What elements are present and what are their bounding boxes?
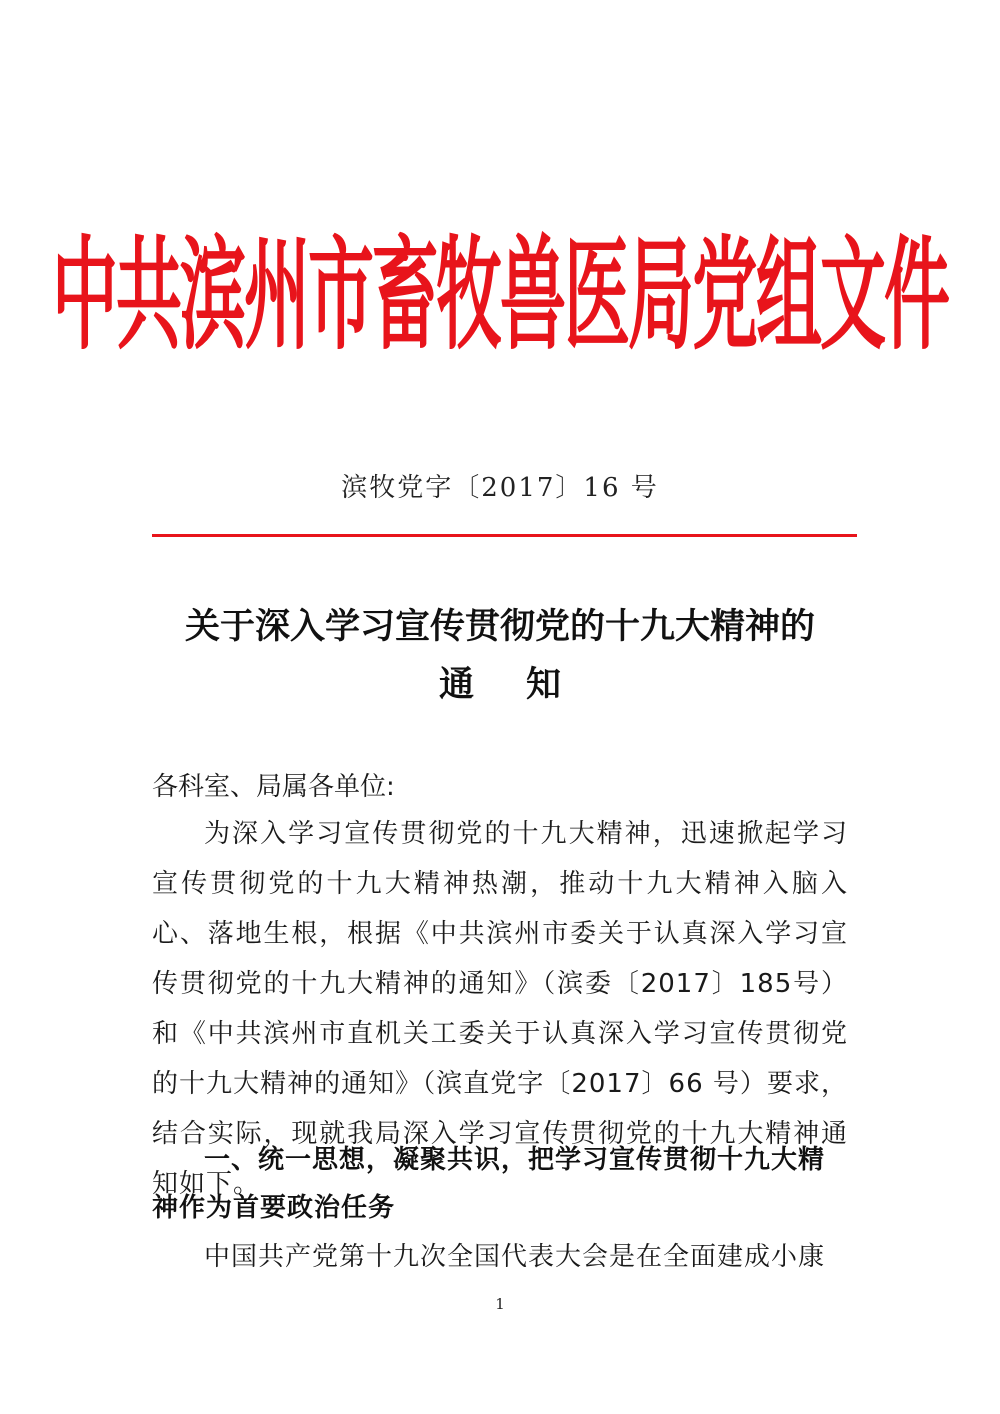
body-paragraph-continued: 中国共产党第十九次全国代表大会是在全面建成小康: [204, 1242, 826, 1272]
notice-title-line1: 关于深入学习宣传贯彻党的十九大精神的: [184, 606, 815, 647]
document-number: 滨牧党字〔2017〕16 号: [341, 473, 659, 503]
section-heading: 一、统一思想，凝聚共识，把学习宣传贯彻十九大精神作为首要政治任务: [152, 1145, 826, 1223]
issuer-header-title: 中共滨州市畜牧兽医局党组文件: [52, 224, 948, 368]
notice-title: [0, 598, 1000, 714]
salutation: 各科室、局属各单位:: [152, 772, 395, 802]
red-separator-line: [152, 534, 857, 537]
page-number: 1: [495, 1295, 505, 1313]
body-paragraph: 为深入学习宣传贯彻党的十九大精神，迅速掀起学习宣传贯彻党的十九大精神热潮，推动十九大精神入脑入心、落地生根，根据《中共滨州市委关于认真深入学习宣传贯彻党的十九大精神的通知》（滨委〔2017〕185号）和《中共滨州市直机关工委关于认真深入学习宣传贯彻党的十九大精神的通知》（滨直党字〔2017〕66 号）要求，结合实际，现就我局深入学习宣传贯彻党的十九大精神通知如下。: [152, 819, 848, 1199]
notice-title-line2: 通知: [438, 664, 613, 705]
